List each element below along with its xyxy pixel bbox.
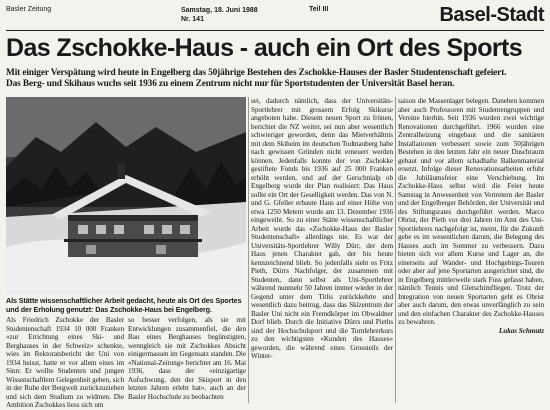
byline: Lukas Schmutz [498,326,544,335]
body-column-4-text: saison die Massenlager belegen. Daneben kommen aber auch Professoren mit Studentengruppen und Vereine hierhin. Seit 1936 wurden zwei wichtige Renovationen durchgeführt. 1966 wurden eine Zentralheizung eingebaut und die sanitären Installationen verbessert sowie zum 50jährigen Bestehen in den letzten Jahr ein neuer Duschraum gebaut und vor allem schadhafte Balkenmaterial ersetzt. Infolge dieser Renovationsarbeiten erfuhr die Jubiläumsfeier eine Verschiebung. Im Zschokke-Haus selbst wird die Feier heute Samstag in Anwesenheit von Vertretern der Basler und der Engelberger Behörden, der Universität und des Stiftungsrates durchgeführt werden. Marco Obrist, der Pieth vor drei Jahren im Amt des Uni-Sportlehrers nachgefolgt ist, meint, für die Zukunft gebe es im wesentlichen darum, die Belegung des Hauses auch im Sommer zu verbessern. Dazu bieten sich vor allem Kurse und Lager an, die einerseits auf Wander- und Hochgebirgs-Touren oder aber auf jene Sportarten ausgerichtet sind, die in Engelberg mittlerweile stark Fuss gefasst haben, nämlich Tennis und Gletschimfliegen. Trotz der Integration von neuen Sportarten geht es Obrist aber auch darum, den etwas unverfänglich zu sein und den einfachen Charakter des Zschokke-Hauses zu bewahren. [398,97,544,326]
column-divider [395,97,396,403]
photo-zschokke-haus [6,97,246,295]
body-column-3: sei, dadurch nämlich, dass der Universitäts-Sportlehrer mit grossem Erfolg Skikurse angeboten habe. Diesem neuen Sport zu frönen, berichtet die NZ weiter, sei nun aber wesentlich schwieriger geworden, denn das Mietverhältnis mit dem Skiheim im deutschen Todtnauberg habe nach gewissen Gründen nicht erneuert werden können. Jedenfalls konnte der von Zschokke gestiftete Fonds bis 1936 auf 25 000 Franken erhöht werden, und auf der Gerschnialp ob Engelberg wurde der Plan realisiert: Das Haus sollte ein Ort der Geselligkeit werden. Das von N. und G. Gfeller erbaute Haus auf einer Höhe von etwa 1250 Metern wurde am 13. Dezember 1936 eingeweiht. So zu einer Stätte wissenschaftlicher Arbeit wurde das «Zschokke-Haus der Basler Studentenschaft» allerdings nie. Es war der Universitäts-Sportlehrer Willy Dürr, der dem Haus jenen Charakter gab, der bis heute kennzeichnend blieb. So jedenfalls sieht es Fritz Pieth, Dürrs Nachfolger, der zusammen mit Studenten, dann selbst als Uni-Sportlehrer während nunmehr 50 Jahren immer wieder in der Gegend unter dem Titlis zurückkehrte und wesentlich dazu beitrug, dass das Skizentrum der Basler Uni nicht ein Fremdkörper im Obwaldner Dorf blieb. Durch die Initiative Dürrs und Pieths sind der Hochschulsport und die Turnlehrerkurs zu den wichtigsten «Kunden des Hauses» geworden, die während eines Grossteils der Winter- [251,97,393,360]
issue-date: Samstag, 18. Juni 1988 [181,7,258,14]
headline: Das Zschokke-Haus - auch ein Ort des Sports [6,34,523,62]
issue-number: Nr. 141 [181,16,204,23]
photo-caption: Als Stätte wissenschaftlicher Arbeit gedacht, heute als Ort des Sportes und der Erholung genutzt: Das Zschokke-Haus bei Engelberg. [6,296,242,314]
body-column-1: Als Friedrich Zschokke der Basler Studentenschaft 1934 10 000 Franken «zur Errichtung eines Ski- und Berghauses in der Schweiz» schenkte, wies im Rektoratsbericht der Uni von 1934 heisst, hatte er vor allem eines im Sinn: Er wollte Studenten und jungen Wissenschaftlern Gelegenheit geben, sich in der Ruhe der Bergwelt zurückzuziehen und sich dem Studium zu widmen. Die Ambition Zschokkes liess sich um [6,316,124,409]
masthead [6,4,544,31]
column-divider [248,97,249,403]
lead-line: Das Berg- und Skihaus wuchs seit 1936 zu einem Zentrum nicht nur für Sportstudenten der Universität Basel heran. [6,78,455,89]
photo-image [6,97,246,295]
lead-line: Mit einiger Verspätung wird heute in Engelberg das 50jährige Bestehen des Zschokke-Hauses der Basler Studentenschaft gefeiert. [6,68,507,78]
section-label: Teil III [309,6,329,13]
body-column-4 [398,97,544,404]
lead-paragraph [6,68,546,89]
section-title: Basel-Stadt [439,4,544,26]
paper-name: Basler Zeitung [6,6,52,13]
issue-info [181,6,258,24]
body-column-2: so besser verfolgen, als sie mit Entwicklungen zusammenfiel, die den Bau eines Berghauses begünstigten, wenngleich sie mit Zschokkes Absicht einigermassen im Gegensatz standen. Die «National-Zeitung» berichtet am 16. Mai 1936, dass der «einzigartige Aufschwung, den der Skisport in den letzten Jahren erlebt hat», auch an der Basler Hochschule zu beobachten [128,316,247,401]
